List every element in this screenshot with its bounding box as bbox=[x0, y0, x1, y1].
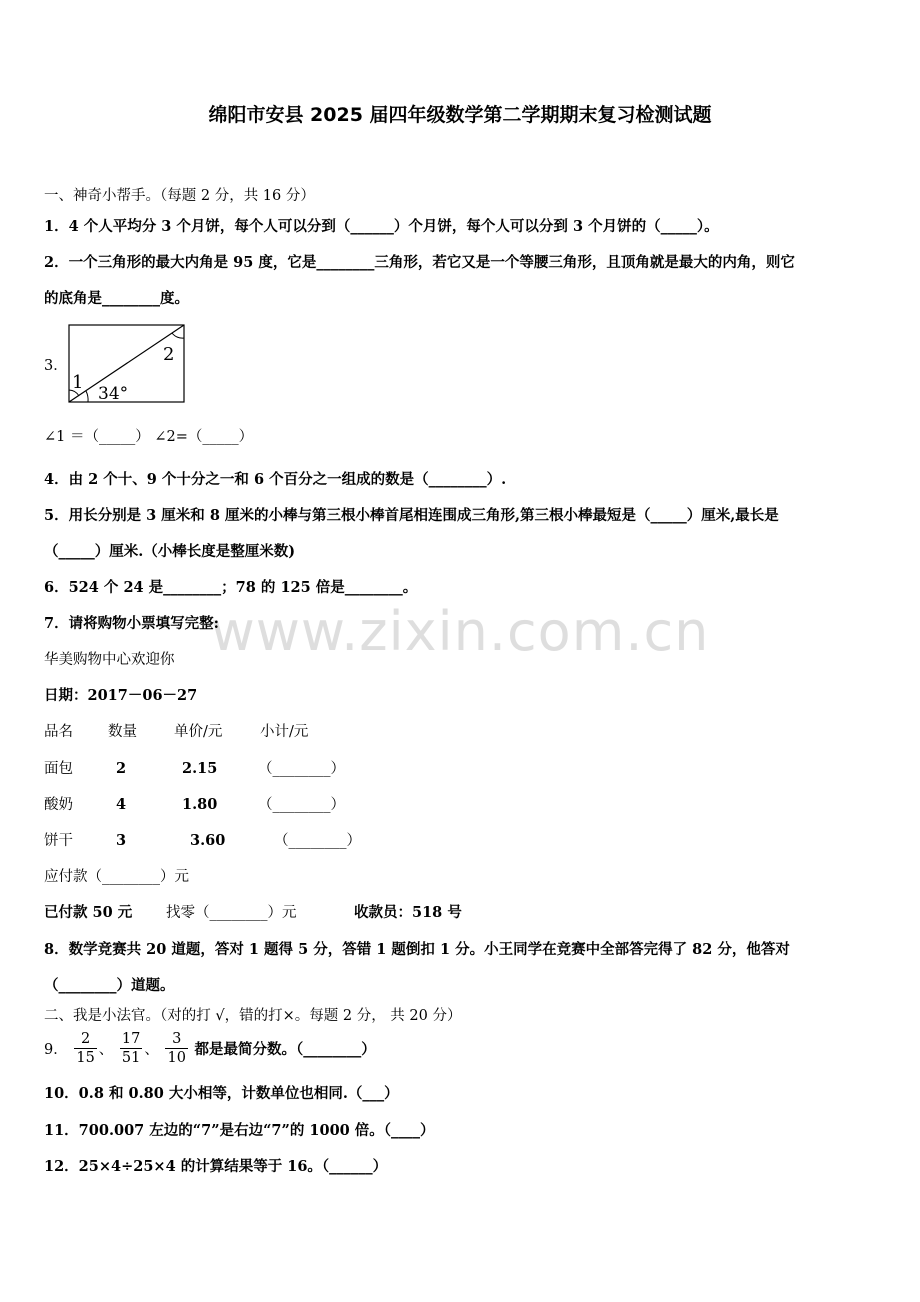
receipt-row-1-qty: 2 bbox=[116, 760, 127, 777]
question-2-line-1: 2．一个三角形的最大内角是 95 度，它是________三角形，若它又是一个等腰三角形，且顶角就是最大的内角，则它 bbox=[44, 254, 795, 271]
watermark: www.zixin.com.cn bbox=[210, 600, 710, 663]
fraction-3-denominator: 10 bbox=[167, 1050, 186, 1066]
receipt-date: 日期：2017－06－27 bbox=[44, 687, 198, 704]
receipt-header-qty: 数量 bbox=[108, 724, 137, 740]
receipt-row-2-subtotal: （________） bbox=[258, 797, 345, 813]
receipt-row-3-name: 饼干 bbox=[44, 833, 73, 849]
question-10: 10．0.8 和 0.80 大小相等，计数单位也相同.（___） bbox=[44, 1085, 399, 1102]
receipt-row-1-price: 2.15 bbox=[182, 760, 218, 777]
receipt-row-2-name: 酸奶 bbox=[44, 797, 73, 813]
receipt-store: 华美购物中心欢迎你 bbox=[44, 652, 175, 668]
receipt-amount-due: 应付款（________）元 bbox=[44, 869, 189, 885]
angle-34-label: 34° bbox=[98, 384, 129, 404]
receipt-header-name: 品名 bbox=[44, 724, 73, 740]
question-5-line-2: （_____）厘米.（小棒长度是整厘米数) bbox=[44, 543, 296, 560]
question-8-line-1: 8．数学竞赛共 20 道题，答对 1 题得 5 分，答错 1 题倒扣 1 分。小王同学在竞赛中全部答完得了 82 分，他答对 bbox=[44, 941, 790, 958]
angle-2-arc bbox=[172, 333, 184, 338]
question-8-line-2: （________）道题。 bbox=[44, 977, 175, 994]
receipt-row-1-subtotal: （________） bbox=[258, 761, 345, 777]
fraction-2-denominator: 51 bbox=[121, 1050, 141, 1066]
receipt-cashier: 收款员：518 号 bbox=[354, 904, 462, 921]
fraction-2 bbox=[120, 1030, 142, 1067]
receipt-amount-paid: 已付款 50 元 bbox=[44, 904, 133, 921]
receipt-header-subtotal: 小计/元 bbox=[260, 724, 309, 740]
section-1-heading: 一、神奇小帮手。（每题 2 分，共 16 分） bbox=[44, 188, 315, 204]
section-2-heading: 二、我是小法官。（对的打 √，错的打×。每题 2 分， 共 20 分） bbox=[44, 1008, 462, 1024]
page-title: 绵阳市安县 2025 届四年级数学第二学期期末复习检测试题 bbox=[208, 104, 712, 126]
fraction-1-denominator: 15 bbox=[76, 1050, 95, 1066]
question-5-line-1: 5．用长分别是 3 厘米和 8 厘米的小棒与第三根小棒首尾相连围成三角形,第三根小棒最短是（_____）厘米,最长是 bbox=[44, 507, 779, 524]
fraction-separator-1: 、 bbox=[98, 1042, 114, 1058]
rectangle-angle-figure bbox=[68, 324, 186, 404]
question-3-number: 3． bbox=[44, 358, 68, 374]
question-6: 6．524 个 24 是________；78 的 125 倍是________。 bbox=[44, 579, 418, 596]
receipt-row-2-price: 1.80 bbox=[182, 796, 218, 813]
question-7: 7．请将购物小票填写完整: bbox=[44, 615, 219, 632]
fraction-1-numerator: 2 bbox=[74, 1030, 96, 1049]
question-3-answer: ∠1 ＝（_____） ∠2=（_____） bbox=[44, 429, 254, 445]
receipt-header-price: 单价/元 bbox=[174, 724, 223, 740]
question-4: 4．由 2 个十、9 个十分之一和 6 个百分之一组成的数是（________）. bbox=[44, 471, 507, 488]
fraction-separator-2: 、 bbox=[144, 1042, 159, 1058]
receipt-row-3-qty: 3 bbox=[116, 832, 127, 849]
question-9-tail: 都是最简分数。（________） bbox=[194, 1041, 376, 1058]
fraction-3 bbox=[165, 1030, 187, 1067]
receipt-row-3-price: 3.60 bbox=[190, 832, 226, 849]
receipt-row-3-subtotal: （________） bbox=[274, 833, 361, 849]
question-9 bbox=[44, 1030, 376, 1067]
question-11: 11．700.007 左边的“7”是右边“7”的 1000 倍。（____） bbox=[44, 1122, 435, 1139]
receipt-row-2-qty: 4 bbox=[116, 796, 127, 813]
question-12: 12．25×4÷25×4 的计算结果等于 16。（______） bbox=[44, 1158, 388, 1175]
angle-2-label: 2 bbox=[163, 344, 175, 365]
fraction-1 bbox=[74, 1030, 96, 1067]
question-2-line-2: 的底角是________度。 bbox=[44, 290, 189, 307]
fraction-3-numerator: 3 bbox=[165, 1030, 187, 1049]
question-9-number: 9． bbox=[44, 1042, 68, 1058]
angle-1-label: 1 bbox=[72, 372, 84, 393]
fraction-2-numerator: 17 bbox=[121, 1031, 141, 1047]
angle-34-arc bbox=[86, 391, 88, 402]
receipt-row-1-name: 面包 bbox=[44, 761, 73, 777]
question-1: 1．4 个人平均分 3 个月饼，每个人可以分到（______）个月饼，每个人可以分到 3 个月饼的（_____）。 bbox=[44, 218, 719, 235]
receipt-change: 找零（________）元 bbox=[166, 905, 297, 921]
